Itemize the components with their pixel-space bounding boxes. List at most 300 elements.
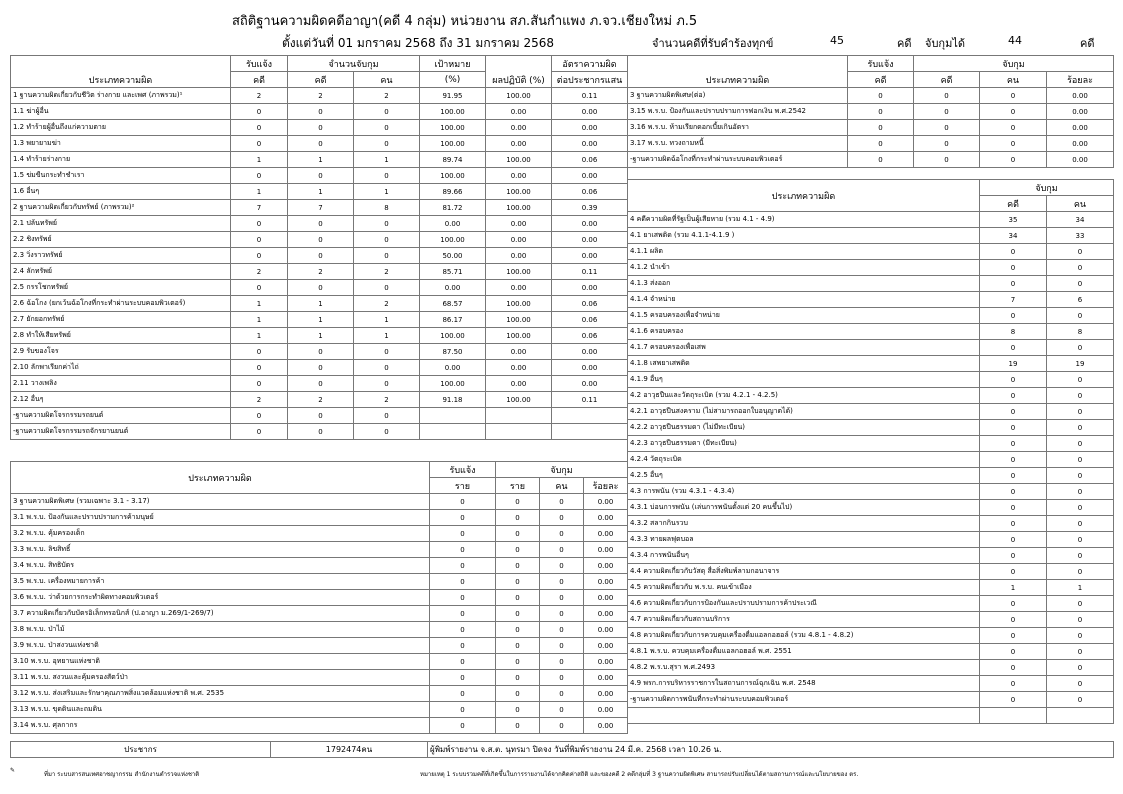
table-row — [11, 494, 628, 510]
cell-rate: 0.06 — [552, 296, 628, 312]
right-bottom-crime-table — [627, 179, 1114, 724]
table-row — [628, 644, 1114, 660]
table-row — [11, 590, 628, 606]
footer-table — [10, 741, 1114, 758]
table-row — [11, 718, 628, 734]
cell-p: 2 — [354, 264, 420, 280]
cell-r: 0 — [430, 526, 496, 542]
cell-a: 0 — [496, 606, 540, 622]
cell-a: 0 — [496, 622, 540, 638]
cell-a: 0 — [496, 526, 540, 542]
row-label: 4.2.2 อาวุธปืนธรรมดา (ไม่มีทะเบียน) — [628, 420, 980, 436]
table-row — [628, 372, 1114, 388]
special-crime-table — [10, 461, 628, 734]
row-label: 4.2.4 วัตถุระเบิด — [628, 452, 980, 468]
row-label: 4.3.2 สลากกินรวบ — [628, 516, 980, 532]
cell-p: 1 — [354, 312, 420, 328]
header-target: เป้าหมาย — [420, 56, 486, 72]
cell-c: 34 — [980, 228, 1047, 244]
table-row — [628, 660, 1114, 676]
table-row — [628, 708, 1114, 724]
table-row — [11, 376, 628, 392]
cell-p: 1 — [354, 152, 420, 168]
cell-c: 0 — [980, 340, 1047, 356]
row-label: 4.9 พรก.การบริหารราชการในสถานการณ์ฉุกเฉิน พ.ศ. 2548 — [628, 676, 980, 692]
report-period: ตั้งแต่วันที่ 01 มกราคม 2568 ถึง 31 มกราคม 2568 — [282, 36, 555, 50]
row-label: 2.1 ปล้นทรัพย์ — [11, 216, 231, 232]
cell-rate: 0.11 — [552, 392, 628, 408]
cell-p: 6 — [1047, 292, 1114, 308]
table-row — [11, 360, 628, 376]
cell-c: 7 — [980, 292, 1047, 308]
cell-res — [486, 424, 552, 440]
header-case: คดี — [980, 196, 1047, 212]
cell-a: 1 — [288, 184, 354, 200]
cell-t — [420, 424, 486, 440]
cell-r: 0 — [848, 120, 914, 136]
cell-r: 1 — [231, 152, 288, 168]
cell-c: 0 — [980, 564, 1047, 580]
cell-res: 0.00 — [486, 168, 552, 184]
row-label: 3.8 พ.ร.บ. ป่าไม้ — [11, 622, 430, 638]
cell-t: 100.00 — [420, 232, 486, 248]
cell-p: 0 — [354, 376, 420, 392]
row-label: 1.6 อื่นๆ — [11, 184, 231, 200]
table-row — [11, 200, 628, 216]
row-label: 2.7 ยักยอกทรัพย์ — [11, 312, 231, 328]
cell-p: 0 — [354, 104, 420, 120]
cell-c: 0 — [980, 676, 1047, 692]
cell-res: 0.00 — [486, 344, 552, 360]
table-row — [11, 120, 628, 136]
cell-rate: 0.06 — [552, 152, 628, 168]
cell-t: 50.00 — [420, 248, 486, 264]
header-type: ประเภทความผิด — [628, 56, 848, 88]
cell-pct: 0.00 — [584, 574, 628, 590]
row-label: 3 ฐานความผิดพิเศษ(ต่อ) — [628, 88, 848, 104]
header-pct: ร้อยละ — [1047, 72, 1114, 88]
cell-p: 0 — [1047, 276, 1114, 292]
row-label: -ฐานความผิดโจรกรรมรถยนต์ — [11, 408, 231, 424]
cell-p: 0 — [540, 718, 584, 734]
cell-r: 0 — [430, 606, 496, 622]
cell-p: 0 — [540, 622, 584, 638]
cell-rate: 0.00 — [552, 216, 628, 232]
cell-p: 0 — [1047, 468, 1114, 484]
cell-p: 0 — [1047, 420, 1114, 436]
cell-rate: 0.00 — [552, 168, 628, 184]
cell-p: 0 — [354, 360, 420, 376]
cell-p: 0 — [354, 232, 420, 248]
cell-t: 0.00 — [420, 280, 486, 296]
table-row — [11, 344, 628, 360]
cell-r: 0 — [430, 510, 496, 526]
table-row — [628, 484, 1114, 500]
cell-r: 0 — [430, 494, 496, 510]
cell-p: 0 — [540, 702, 584, 718]
cell-pct: 0.00 — [584, 590, 628, 606]
table-row — [628, 500, 1114, 516]
cell-p: 0 — [1047, 436, 1114, 452]
cell-pct: 0.00 — [584, 718, 628, 734]
cell-rate: 0.39 — [552, 200, 628, 216]
cell-a: 2 — [288, 392, 354, 408]
row-label: -ฐานความผิดโจรกรรมรถจักรยานยนต์ — [11, 424, 231, 440]
cell-a: 0 — [288, 360, 354, 376]
row-label: 4.1.6 ครอบครอง — [628, 324, 980, 340]
row-label: 4.6 ความผิดเกี่ยวกับการป้องกันและปราบปรามการค้าประเวณี — [628, 596, 980, 612]
row-label: 3.12 พ.ร.บ. ส่งเสริมและรักษาคุณภาพสิ่งแวดล้อมแห่งชาติ พ.ศ. 2535 — [11, 686, 430, 702]
cell-pct: 0.00 — [584, 638, 628, 654]
cell-p: 0 — [540, 494, 584, 510]
cell-r: 1 — [231, 296, 288, 312]
cell-r: 0 — [430, 622, 496, 638]
cell-p: 2 — [354, 392, 420, 408]
table-row — [11, 328, 628, 344]
cell-a: 1 — [288, 296, 354, 312]
cell-c: 0 — [980, 644, 1047, 660]
cell-res: 100.00 — [486, 184, 552, 200]
cases-unit: คดี — [897, 37, 912, 50]
row-label: 3.1 พ.ร.บ. ป้องกันและปราบปรามการค้ามนุษย์ — [11, 510, 430, 526]
cell-res: 0.00 — [486, 376, 552, 392]
cell-a: 0 — [288, 232, 354, 248]
table-row — [628, 612, 1114, 628]
cell-p: 0 — [1047, 404, 1114, 420]
row-label: 4.1.9 อื่นๆ — [628, 372, 980, 388]
cell-p: 0 — [1047, 388, 1114, 404]
table-row — [628, 548, 1114, 564]
row-label: 2.5 กรรโชกทรัพย์ — [11, 280, 231, 296]
cell-p: 8 — [354, 200, 420, 216]
cell-rate: 0.11 — [552, 264, 628, 280]
table-row — [11, 670, 628, 686]
row-label: 2.3 วิ่งราวทรัพย์ — [11, 248, 231, 264]
cell-t: 100.00 — [420, 376, 486, 392]
row-label: 2.11 วางเพลิง — [11, 376, 231, 392]
table-row — [628, 676, 1114, 692]
cell-res: 100.00 — [486, 296, 552, 312]
cell-p: 0 — [1047, 612, 1114, 628]
table-row — [628, 228, 1114, 244]
table-row — [628, 260, 1114, 276]
cell-p: 8 — [1047, 324, 1114, 340]
cell-res: 0.00 — [486, 120, 552, 136]
header-cases: ราย — [496, 478, 540, 494]
cell-rate: 0.00 — [552, 344, 628, 360]
row-label: 4.1 ยาเสพติด (รวม 4.1.1-4.1.9 ) — [628, 228, 980, 244]
cell-r: 0 — [231, 376, 288, 392]
header-case: คดี — [914, 72, 980, 88]
row-label: 2.4 ลักทรัพย์ — [11, 264, 231, 280]
row-label: 4.2 อาวุธปืนและวัตถุระเบิด (รวม 4.2.1 - 4.2.5) — [628, 388, 980, 404]
cell-p: 1 — [1047, 580, 1114, 596]
cell-res: 0.00 — [486, 232, 552, 248]
row-label: 2.6 ฉ้อโกง (ยกเว้นฉ้อโกงที่กระทำผ่านระบบคอมพิวเตอร์) — [11, 296, 231, 312]
row-label: 4 คดีความผิดที่รัฐเป็นผู้เสียหาย (รวม 4.1 - 4.9) — [628, 212, 980, 228]
cell-pct: 0.00 — [584, 526, 628, 542]
right-top-crime-table — [627, 55, 1114, 168]
table-row — [628, 104, 1114, 120]
cell-c: 0 — [980, 660, 1047, 676]
header-case: คดี — [848, 72, 914, 88]
header-person: คน — [1047, 196, 1114, 212]
cell-a: 7 — [288, 200, 354, 216]
cell-r: 0 — [231, 168, 288, 184]
table-row — [628, 152, 1114, 168]
table-row — [11, 510, 628, 526]
row-label: 1.2 ทำร้ายผู้อื่นถึงแก่ความตาย — [11, 120, 231, 136]
cell-res: 0.00 — [486, 248, 552, 264]
header-type: ประเภทความผิด — [11, 56, 231, 88]
row-label: 3.6 พ.ร.บ. ว่าด้วยการกระทำผิดทางคอมพิวเตอร์ — [11, 590, 430, 606]
cell-a: 0 — [288, 344, 354, 360]
cell-a: 0 — [288, 280, 354, 296]
cell-c: 0 — [980, 516, 1047, 532]
table-row — [11, 104, 628, 120]
cell-p: 0 — [354, 344, 420, 360]
cell-res — [486, 408, 552, 424]
cell-r: 0 — [430, 718, 496, 734]
cell-rate: 0.00 — [552, 280, 628, 296]
row-label: 2.2 ชิงทรัพย์ — [11, 232, 231, 248]
cell-r: 0 — [430, 558, 496, 574]
cell-c: 0 — [980, 260, 1047, 276]
row-label: 4.3.3 ทายผลฟุตบอล — [628, 532, 980, 548]
cases-value: 45 — [830, 34, 844, 47]
row-label: 4.3 การพนัน (รวม 4.3.1 - 4.3.4) — [628, 484, 980, 500]
cell-p: 0 — [1047, 564, 1114, 580]
cell-res: 100.00 — [486, 312, 552, 328]
cell-a: 0 — [496, 510, 540, 526]
footnote: หมายเหตุ 1 ระบบรวมคดีที่เกิดขึ้นในการรายงานได้จากคิดค่าสถิติ และของคดี 2 คดีกลุ่มที่ 3 ฐานความผิดพิเศษ สามารถปรับเปลี่ยนได้ตามสถานการณ์และนโยบายของ ตร. — [420, 771, 859, 778]
cell-p: 0 — [980, 120, 1047, 136]
cell-pct: 0.00 — [1047, 104, 1114, 120]
table-row — [628, 436, 1114, 452]
cell-res: 0.00 — [486, 360, 552, 376]
cell-p: 0 — [1047, 516, 1114, 532]
header-type: ประเภทความผิด — [628, 180, 980, 212]
cell-r: 0 — [430, 686, 496, 702]
header-cases: ราย — [430, 478, 496, 494]
table-row — [628, 596, 1114, 612]
cell-r: 0 — [231, 120, 288, 136]
cell-a: 0 — [496, 574, 540, 590]
cell-p: 0 — [1047, 452, 1114, 468]
row-label: 2 ฐานความผิดเกี่ยวกับทรัพย์ (ภาพรวม)² — [11, 200, 231, 216]
row-label: 4.3.4 การพนันอื่นๆ — [628, 548, 980, 564]
cell-t: 89.66 — [420, 184, 486, 200]
cell-p: 0 — [1047, 260, 1114, 276]
cell-a: 1 — [288, 312, 354, 328]
table-row — [11, 686, 628, 702]
cell-rate: 0.00 — [552, 360, 628, 376]
cell-p: 0 — [1047, 484, 1114, 500]
cell-p: 0 — [1047, 660, 1114, 676]
row-label: 3.3 พ.ร.บ. ลิขสิทธิ์ — [11, 542, 430, 558]
row-label: 3.7 ความผิดเกี่ยวกับบัตรอิเล็กทรอนิกส์ (ป.อาญา ม.269/1-269/7) — [11, 606, 430, 622]
table-row — [628, 452, 1114, 468]
cell-p: 0 — [980, 104, 1047, 120]
row-label: 4.1.8 เสพยาเสพติด — [628, 356, 980, 372]
cell-p: 0 — [540, 574, 584, 590]
header-arrested: จับกุม — [914, 56, 1114, 72]
header-pct: (%) — [420, 72, 486, 88]
row-label: 4.8.1 พ.ร.บ. ควบคุมเครื่องดื่มแอลกอฮอล์ พ.ศ. 2551 — [628, 644, 980, 660]
cell-r: 0 — [430, 542, 496, 558]
cell-a: 0 — [288, 376, 354, 392]
cell-p: 0 — [540, 654, 584, 670]
cell-pct: 0.00 — [584, 670, 628, 686]
header-reported: รับแจ้ง — [430, 462, 496, 478]
row-label: 3.4 พ.ร.บ. สิทธิบัตร — [11, 558, 430, 574]
table-row — [628, 404, 1114, 420]
cell-a: 0 — [496, 654, 540, 670]
table-row — [11, 702, 628, 718]
table-row — [628, 88, 1114, 104]
table-row — [11, 296, 628, 312]
table-row — [628, 564, 1114, 580]
arrest-value: 44 — [1008, 34, 1022, 47]
row-label: 4.8.2 พ.ร.บ.สุรา พ.ศ.2493 — [628, 660, 980, 676]
cell-res: 0.00 — [486, 280, 552, 296]
cell-pct: 0.00 — [584, 510, 628, 526]
header-rate: อัตราความผิด — [552, 56, 628, 72]
row-label: -ฐานความผิดการพนันที่กระทำผ่านระบบคอมพิวเตอร์ — [628, 692, 980, 708]
cell-r: 1 — [231, 312, 288, 328]
cell-a: 0 — [496, 494, 540, 510]
cell-pct: 0.00 — [584, 702, 628, 718]
population-value: 1792474คน — [271, 742, 428, 758]
cell-rate: 0.00 — [552, 376, 628, 392]
cell-res: 0.00 — [486, 104, 552, 120]
cell-r: 1 — [231, 184, 288, 200]
cell-rate: 0.00 — [552, 232, 628, 248]
cell-t: 91.18 — [420, 392, 486, 408]
table-row — [628, 244, 1114, 260]
cell-pct: 0.00 — [584, 622, 628, 638]
cell-t: 86.17 — [420, 312, 486, 328]
cell-a: 0 — [914, 152, 980, 168]
cell-p: 0 — [540, 590, 584, 606]
cell-p: 0 — [1047, 308, 1114, 324]
row-label: 3.17 พ.ร.บ. ทวงถามหนี้ — [628, 136, 848, 152]
cell-p: 34 — [1047, 212, 1114, 228]
cell-a: 0 — [496, 542, 540, 558]
cell-a: 0 — [914, 88, 980, 104]
cell-pct: 0.00 — [1047, 120, 1114, 136]
table-row — [11, 654, 628, 670]
cell-pct: 0.00 — [584, 686, 628, 702]
header-person: คน — [354, 72, 420, 88]
cell-p: 2 — [354, 296, 420, 312]
cell-p: 0 — [1047, 532, 1114, 548]
header-person: คน — [980, 72, 1047, 88]
cell-p: 0 — [980, 88, 1047, 104]
header-arrested: จับกุม — [496, 462, 628, 478]
cell-r: 2 — [231, 392, 288, 408]
cell-rate: 0.06 — [552, 184, 628, 200]
cell-p: 0 — [980, 152, 1047, 168]
cell-c: 0 — [980, 692, 1047, 708]
row-label: 3.2 พ.ร.บ. คุ้มครองเด็ก — [11, 526, 430, 542]
cell-res: 100.00 — [486, 88, 552, 104]
cell-rate — [552, 408, 628, 424]
cell-pct: 0.00 — [1047, 88, 1114, 104]
cell-pct: 0.00 — [584, 558, 628, 574]
cases-label: จำนวนคดีที่รับคำร้องทุกข์ — [652, 37, 774, 50]
cell-a: 0 — [496, 702, 540, 718]
table-row — [11, 408, 628, 424]
table-row — [11, 312, 628, 328]
row-label: 1.4 ทำร้ายร่างกาย — [11, 152, 231, 168]
row-label — [628, 708, 980, 724]
cell-c: 0 — [980, 372, 1047, 388]
cell-a: 0 — [496, 670, 540, 686]
cell-p: 2 — [354, 88, 420, 104]
cell-c: 0 — [980, 436, 1047, 452]
table-row — [11, 184, 628, 200]
cell-c: 1 — [980, 580, 1047, 596]
row-label: 4.1.2 นำเข้า — [628, 260, 980, 276]
cell-r: 0 — [430, 654, 496, 670]
cell-a: 2 — [288, 264, 354, 280]
cell-t: 81.72 — [420, 200, 486, 216]
cell-p: 0 — [354, 408, 420, 424]
cell-rate: 0.11 — [552, 88, 628, 104]
table-row — [628, 388, 1114, 404]
header-case: คดี — [231, 72, 288, 88]
cell-p: 0 — [354, 280, 420, 296]
cell-c: 0 — [980, 532, 1047, 548]
cell-p: 0 — [1047, 244, 1114, 260]
cell-c: 0 — [980, 628, 1047, 644]
table-row — [11, 558, 628, 574]
cell-t: 100.00 — [420, 328, 486, 344]
table-row — [11, 88, 628, 104]
cell-p: 0 — [354, 120, 420, 136]
row-label: 4.1.7 ครอบครองเพื่อเสพ — [628, 340, 980, 356]
header-case: คดี — [288, 72, 354, 88]
header-arrested: จำนวนจับกุม — [288, 56, 420, 72]
cell-p: 0 — [1047, 372, 1114, 388]
cell-t: 91.95 — [420, 88, 486, 104]
table-row — [628, 212, 1114, 228]
table-row — [11, 168, 628, 184]
cell-t: 100.00 — [420, 168, 486, 184]
cell-p: 0 — [540, 638, 584, 654]
cell-pct: 0.00 — [584, 542, 628, 558]
row-label: 4.2.3 อาวุธปืนธรรมดา (มีทะเบียน) — [628, 436, 980, 452]
cell-p: 0 — [354, 248, 420, 264]
cell-res: 0.00 — [486, 136, 552, 152]
cell-a: 0 — [288, 216, 354, 232]
header-type: ประเภทความผิด — [11, 462, 430, 494]
row-label: 4.1.5 ครอบครองเพื่อจำหน่าย — [628, 308, 980, 324]
cell-p: 0 — [540, 686, 584, 702]
cell-r: 0 — [848, 104, 914, 120]
cell-p: 0 — [540, 558, 584, 574]
table-row — [11, 232, 628, 248]
cell-c: 0 — [980, 308, 1047, 324]
cell-c: 0 — [980, 548, 1047, 564]
cell-r: 0 — [231, 104, 288, 120]
row-label: 3 ฐานความผิดพิเศษ (รวมเฉพาะ 3.1 - 3.17) — [11, 494, 430, 510]
row-label: 4.1.1 ผลิต — [628, 244, 980, 260]
cell-a: 2 — [288, 88, 354, 104]
table-row — [628, 356, 1114, 372]
table-row — [628, 516, 1114, 532]
